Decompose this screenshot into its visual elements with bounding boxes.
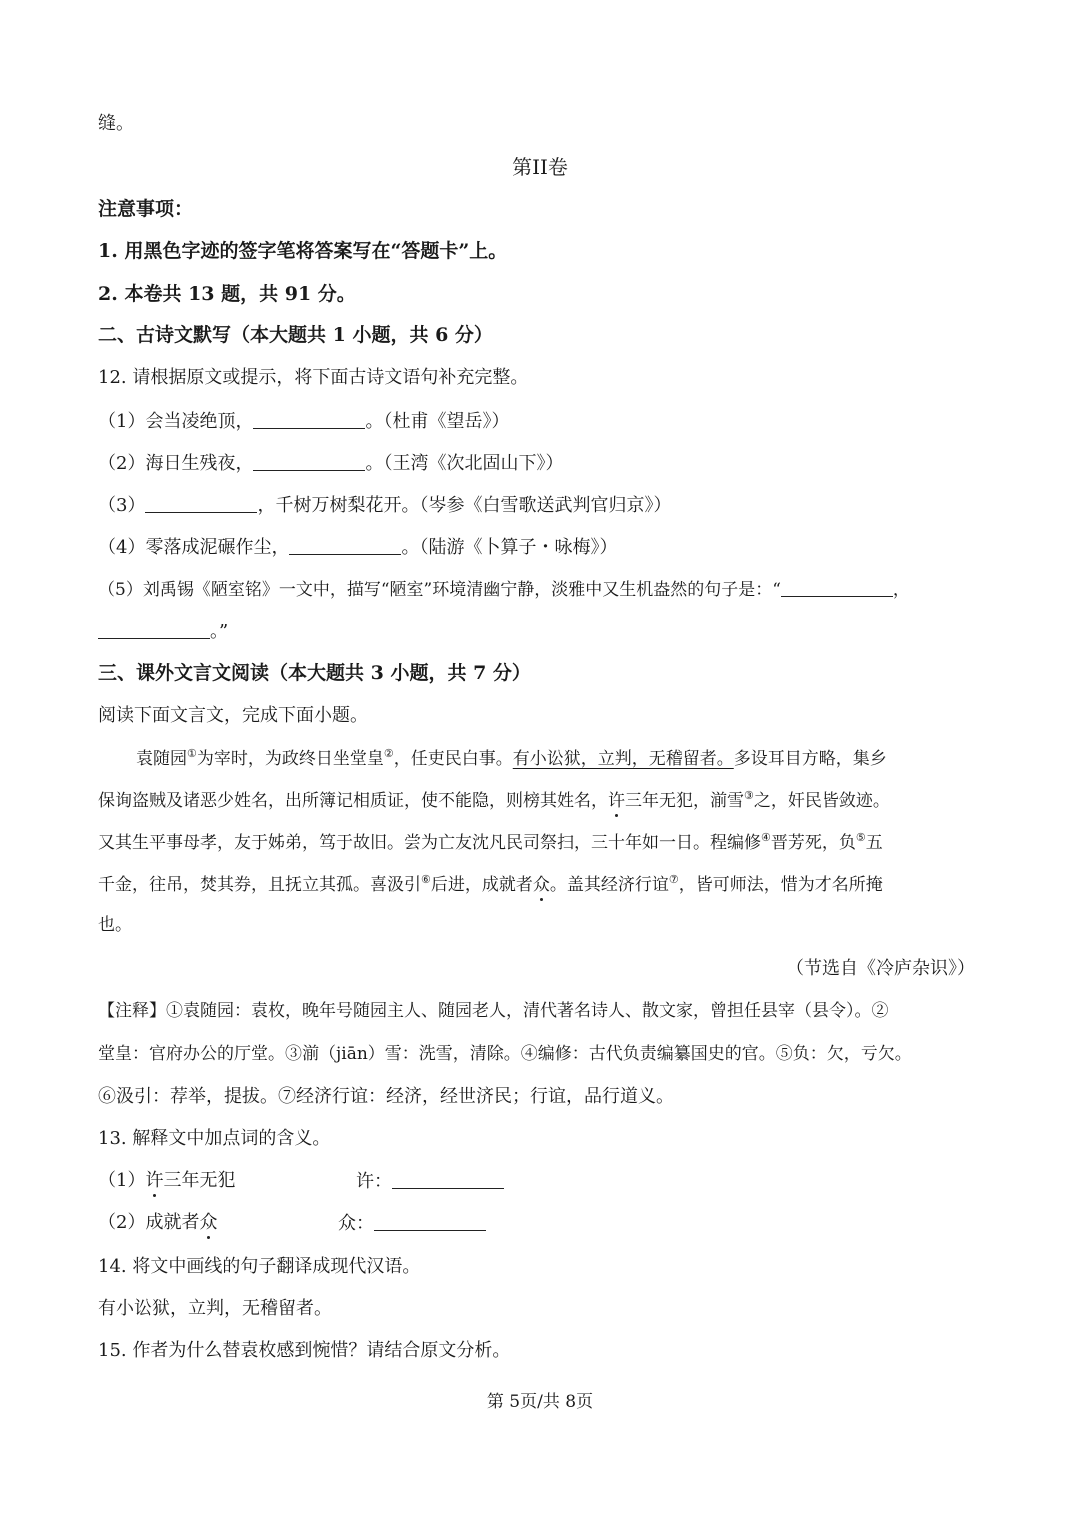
answer-blank[interactable] xyxy=(145,494,257,513)
notice-heading: 注意事项： xyxy=(98,198,194,220)
passage-text: 袁随园 xyxy=(136,749,187,769)
q12-stem: 12. 请根据原文或提示，将下面古诗文语句补充完整。 xyxy=(98,367,529,388)
passage-text: 之，奸民皆敛迹。 xyxy=(753,791,890,811)
q12-item-5-text: （5）刘禹锡《陋室铭》一文中，描写“陋室”环境清幽宁静，淡雅中又生机盎然的句子是：“ xyxy=(98,580,781,600)
q12-item-1 xyxy=(98,410,509,433)
q13-item-1-label: （1） xyxy=(98,1170,146,1191)
page-footer: 第 5页/共 8页 xyxy=(486,1392,594,1412)
passage-source: （节选自《冷庐杂识》） xyxy=(786,958,975,979)
answer-blank[interactable] xyxy=(289,536,401,555)
q13-answer-2-label: 众： xyxy=(338,1213,374,1234)
note-marker: ① xyxy=(187,747,197,760)
q12-item-2-source: 。（王湾《次北固山下》） xyxy=(365,453,564,474)
q12-item-5-cont xyxy=(98,620,228,643)
q13-item-1 xyxy=(98,1170,235,1192)
q12-item-1-source: 。（杜甫《望岳》） xyxy=(365,411,510,432)
passage-text: 又其生平事母孝，友于姊弟，笃于故旧。尝为亡友沈凡民司祭扫，三十年如一日。程编修 xyxy=(98,833,761,853)
q12-item-4 xyxy=(98,536,617,559)
q12-item-5-end: 。” xyxy=(210,621,229,642)
q14-sentence: 有小讼狱，立判，无稽留者。 xyxy=(98,1298,332,1319)
notice-item-2: 2. 本卷共 13 题，共 91 分。 xyxy=(98,283,356,305)
passage-text: 三年无犯，湔雪 xyxy=(625,791,744,811)
q13-answer-2 xyxy=(338,1212,486,1235)
q13-item-1-text: 三年无犯 xyxy=(163,1170,236,1191)
q13-answer-1-label: 许： xyxy=(356,1171,392,1192)
answer-blank[interactable] xyxy=(392,1170,504,1189)
notice-item-1: 1. 用黑色字迹的签字笔将答案写在“答题卡”上。 xyxy=(98,240,508,262)
passage-line-2 xyxy=(98,789,890,811)
q14-stem: 14. 将文中画线的句子翻译成现代汉语。 xyxy=(98,1256,421,1277)
dotted-word: 众 xyxy=(532,875,550,895)
underlined-sentence: 有小讼狱，立判，无稽留者。 xyxy=(512,749,734,769)
passage-line-4 xyxy=(98,873,883,895)
reading-intro: 阅读下面文言文，完成下面小题。 xyxy=(98,705,368,726)
dotted-word: 许 xyxy=(608,791,625,811)
top-fragment: 缝。 xyxy=(98,113,134,134)
passage-text: 后进，成就者 xyxy=(430,875,533,895)
q12-item-3-text: ，千树万树梨花开。（岑参《白雪歌送武判官归京》） xyxy=(257,495,672,516)
passage-text: 多设耳目方略，集乡 xyxy=(733,749,887,769)
passage-text: 千金，往吊，焚其券，且抚立其孤。喜汲引 xyxy=(98,875,421,895)
answer-blank[interactable] xyxy=(253,452,365,471)
q12-item-1-text: （1）会当凌绝顶， xyxy=(98,411,254,432)
note-marker: ④ xyxy=(761,831,771,844)
passage-text: 。盖其经济行谊 xyxy=(549,875,669,895)
q12-item-4-source: 。（陆游《卜算子・咏梅》） xyxy=(401,537,618,558)
dotted-word: 许 xyxy=(145,1170,164,1191)
passage-text: 保询盗贼及诸恶少姓名，出所簿记相质证，使不能隐，则榜其姓名， xyxy=(98,791,608,811)
passage-line-1 xyxy=(136,747,887,769)
q12-item-3 xyxy=(98,494,671,517)
notes-line-2: 堂皇：官府办公的厅堂。③湔（jiān）雪：洗雪，清除。④编修：古代负责编纂国史的官。⑤负：欠，亏欠。 xyxy=(98,1044,912,1064)
passage-line-5: 也。 xyxy=(98,915,132,935)
q12-item-4-text: （4）零落成泥碾作尘， xyxy=(98,537,290,558)
dotted-word: 众 xyxy=(199,1212,218,1233)
answer-blank[interactable] xyxy=(98,620,210,639)
q13-item-2 xyxy=(98,1212,217,1234)
answer-blank[interactable] xyxy=(374,1212,486,1231)
q12-item-5 xyxy=(98,578,910,600)
notes-line-3: ⑥汲引：荐举，提拔。⑦经济行谊：经济，经世济民；行谊，品行道义。 xyxy=(98,1086,674,1107)
answer-blank[interactable] xyxy=(253,410,365,429)
section2-heading: 二、古诗文默写（本大题共 1 小题，共 6 分） xyxy=(98,324,493,346)
q13-answer-1 xyxy=(356,1170,504,1193)
note-marker: ② xyxy=(383,747,394,760)
note-marker: ⑦ xyxy=(668,873,679,886)
q12-item-3-label: （3） xyxy=(98,495,146,516)
passage-text: 为宰时，为政终日坐堂皇 xyxy=(196,749,384,769)
note-marker: ⑤ xyxy=(855,831,866,844)
passage-line-3 xyxy=(98,831,883,853)
passage-text: ，任吏民白事。 xyxy=(393,749,513,769)
q12-item-2-text: （2）海日生残夜， xyxy=(98,453,254,474)
q15-stem: 15. 作者为什么替袁枚感到惋惜？请结合原文分析。 xyxy=(98,1340,511,1361)
q12-item-5-comma: ， xyxy=(892,580,910,600)
volume-title: 第II卷 xyxy=(512,155,568,179)
answer-blank[interactable] xyxy=(781,578,893,597)
passage-text: ，皆可师法，惜为才名所掩 xyxy=(678,875,883,895)
note-marker: ③ xyxy=(744,789,754,802)
passage-text: 五 xyxy=(865,833,883,853)
section3-heading: 三、课外文言文阅读（本大题共 3 小题，共 7 分） xyxy=(98,662,531,684)
note-marker: ⑥ xyxy=(421,873,431,886)
q12-item-2 xyxy=(98,452,563,475)
passage-text: 晋芳死，负 xyxy=(770,833,856,853)
notes-line-1: 【注释】①袁随园：袁枚，晚年号随园主人、随园老人，清代著名诗人、散文家，曾担任县宰（县令）。② xyxy=(98,1001,889,1021)
q13-stem: 13. 解释文中加点词的含义。 xyxy=(98,1128,331,1149)
q13-item-2-label: （2）成就者 xyxy=(98,1212,200,1233)
